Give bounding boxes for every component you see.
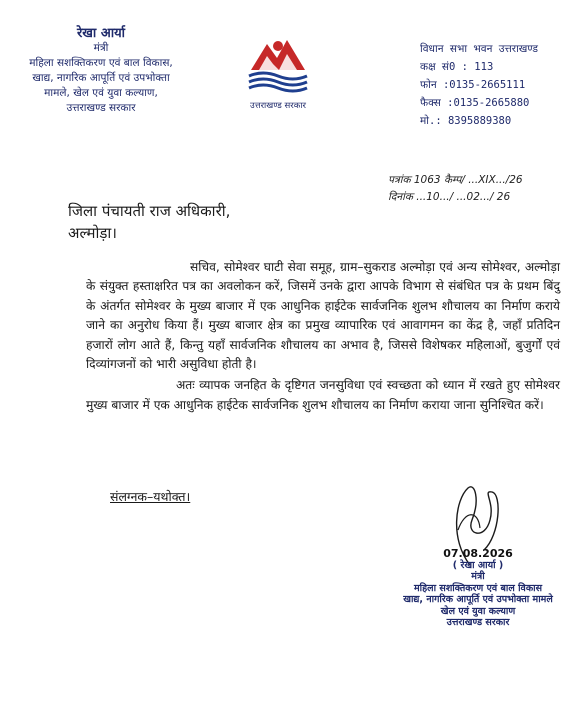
body-paragraph-1: सचिव, सोमेश्वर घाटी सेवा समूह, ग्राम–सुकराड अल्मोड़ा एवं अन्य सोमेश्वर, अल्मोड़ा के संयुक्त हस्ताक्षरित पत्र का अवलोकन करें, जिसमें उनके द्वारा आपके विभाग से संबंधित पत्र के प्रथम बिंदु के अंतर्गत सोमेश्वर के मुख्य बाजार में एक आधुनिक हाईटेक सार्वजनिक शुलभ शौचालय का निर्माण कराये जाने का अनुरोध किया हैं। मुख्य बाजार क्षेत्र का प्रमुख व्यापारिक एवं आवागमन का केंद्र है, जहाँ प्रतिदिन हजारों लोग आते हैं, किन्तु यहाँ सार्वजनिक शौचालय का अभाव है, जिससे विशेषकर महिलाओं, बुजुर्गों एवं दिव्यांगजनों को भारी असुविधा होती है। (86, 260, 560, 372)
contact-address: विधान सभा भवन उत्तराखण्ड (420, 43, 538, 55)
letter-reference (388, 172, 523, 206)
signature-portfolio-2: खाद्य, नागरिक आपूर्ति एवं उपभोक्ता मामले (403, 594, 553, 605)
addressee-line-1: जिला पंचायती राज अधिकारी, (68, 202, 231, 220)
contact-mobile: मो.: 8395889380 (420, 115, 512, 127)
signature-government: उत्तराखण्ड सरकार (446, 617, 510, 628)
signature-portfolio-3: खेल एवं युवा कल्याण (440, 605, 516, 617)
contact-fax: फैक्स :0135-2665880 (420, 97, 530, 109)
emblem (233, 30, 323, 125)
emblem-caption: उत्तराखण्ड सरकार (250, 101, 306, 111)
contact-phone: फोन :0135-2665111 (420, 79, 526, 91)
enclosure-note: संलग्नक–यथोक्त। (110, 489, 191, 504)
signoff-block (388, 548, 568, 629)
signature-date: 07.08.2026 (443, 547, 513, 560)
addressee-line-2: अल्मोड़ा। (68, 224, 117, 242)
signature-title: मंत्री (471, 571, 485, 582)
contact-block (420, 40, 570, 130)
sender-name: रेखा आर्या (76, 26, 126, 41)
sender-title: मंत्री (93, 42, 109, 54)
sender-portfolio-3: मामले, खेल एवं युवा कल्याण, (44, 87, 158, 99)
sender-portfolio-1: महिला सशक्तिकरण एवं बाल विकास, (29, 57, 173, 69)
sender-block (6, 26, 196, 116)
contact-room: कक्ष सं0 : 113 (420, 61, 494, 73)
signature-portfolio-1: महिला सशक्तिकरण एवं बाल विकास (414, 582, 542, 594)
reference-number: पत्रांक 1063 कैम्प/ ...XIX.../26 (388, 174, 523, 186)
reference-date: दिनांक ...10.../ ...02.../ 26 (388, 191, 511, 203)
body-paragraph-2: अतः व्यापक जनहित के दृष्टिगत जनसुविधा एवं स्वच्छता को ध्यान में रखते हुए सोमेश्वर मुख्य बाजार में एक आधुनिक हाईटेक सार्वजनिक शुलभ शौचालय का निर्माण कराया जाना सुनिश्चित करें। (86, 378, 560, 412)
addressee (68, 200, 230, 244)
signature-name: ( रेखा आर्या ) (452, 559, 504, 571)
uttarakhand-emblem-icon (243, 30, 313, 100)
sender-government: उत्तराखण्ड सरकार (66, 102, 136, 114)
sender-portfolio-2: खाद्य, नागरिक आपूर्ति एवं उपभोक्ता (32, 72, 170, 84)
letter-body (86, 258, 560, 415)
